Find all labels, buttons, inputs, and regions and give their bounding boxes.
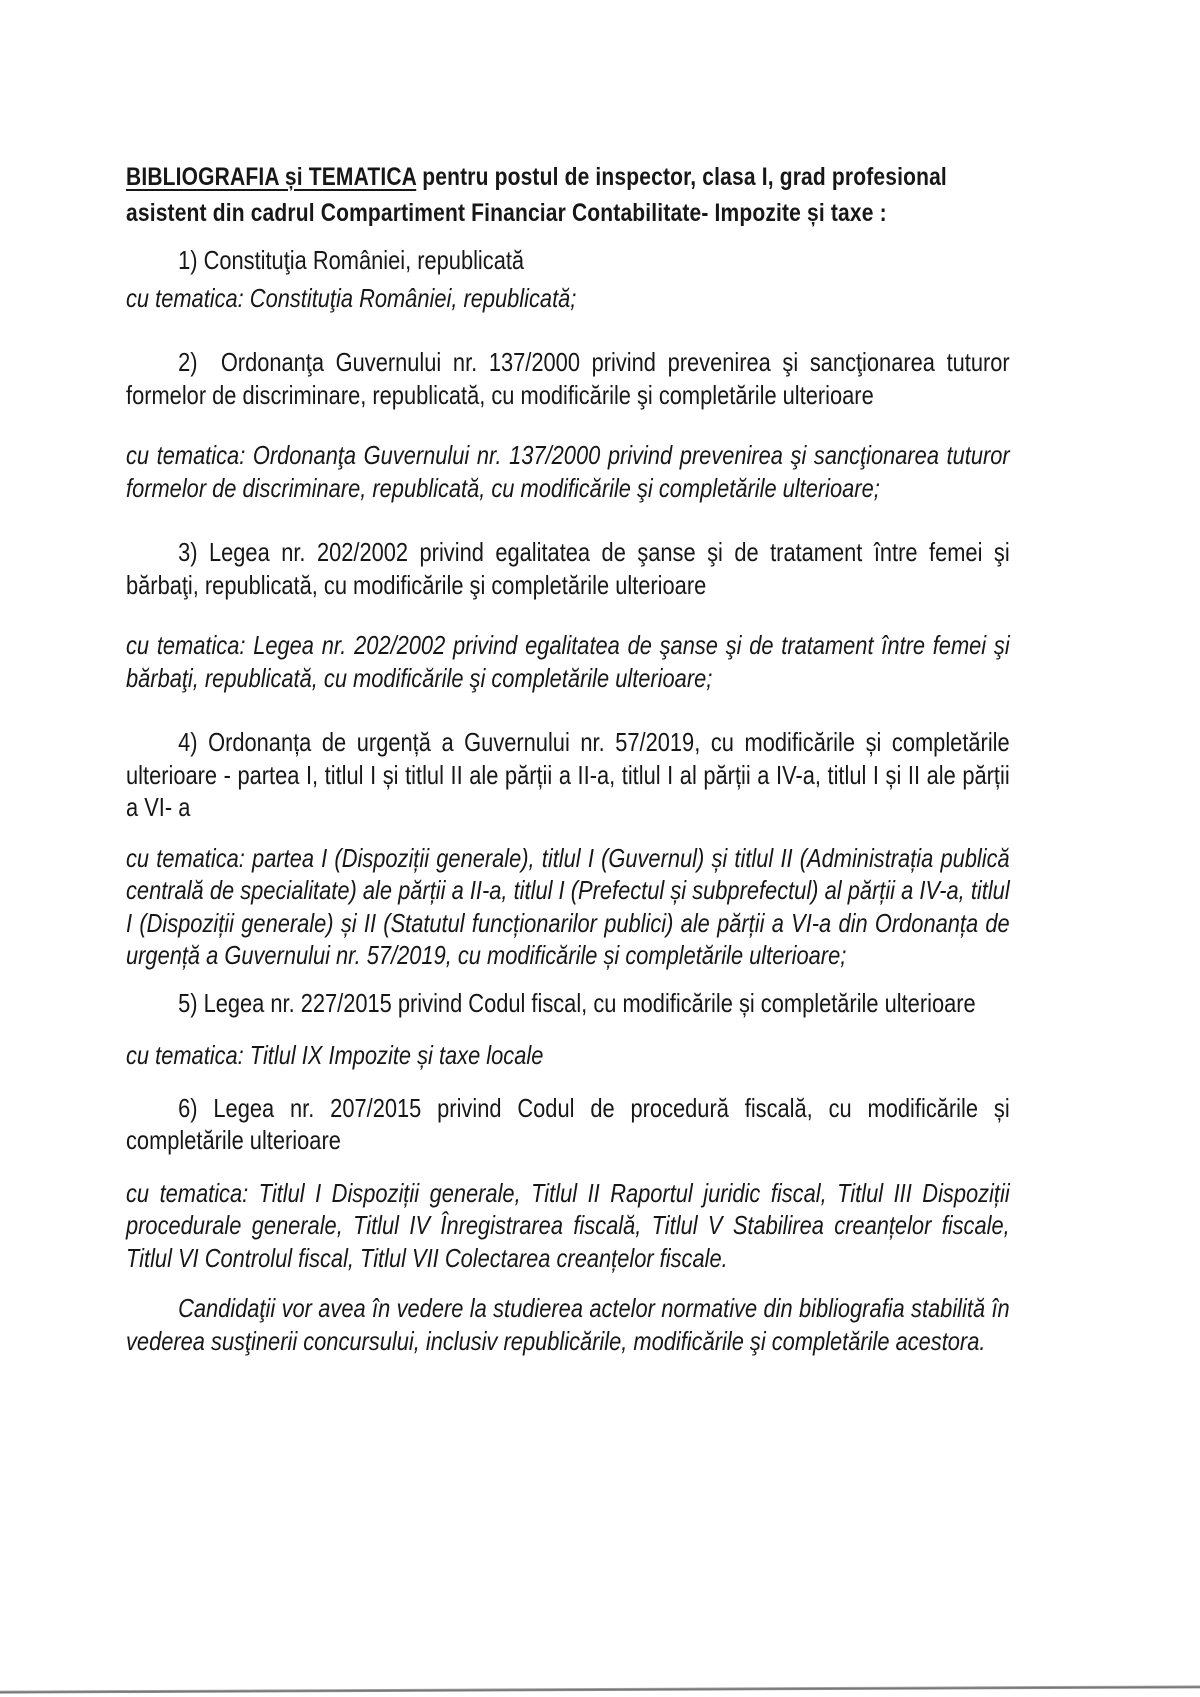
bibliography-item-2 (126, 346, 1010, 411)
item-text: Constituţia României, republicată (203, 245, 525, 275)
document-title (126, 159, 1010, 231)
tematica-item-1: cu tematica: Constituţia României, republicată; (126, 282, 577, 313)
tematica-item-6: cu tematica: Titlul I Dispoziții generale, Titlul II Raportul juridic fiscal, Titlul III Dispoziții procedurale generale, Titlul IV Înregistrarea fiscală, Titlul V Stabilirea creanțelor fiscale, Titlul VI Controlul fiscal, Titlul VII Colectarea creanțelor fiscale. (126, 1177, 1010, 1273)
item-number: 2) (178, 347, 198, 377)
closing-note: Candidaţii vor avea în vedere la studierea actelor normative din bibliografia stabilită în vederea susţinerii concursului, inclusiv republicările, modificările şi completările acestora. (126, 1293, 1010, 1356)
item-number: 6) (178, 1092, 198, 1123)
item-number: 3) (178, 537, 198, 567)
tematica-item-5: cu tematica: Titlul IX Impozite și taxe locale (126, 1040, 544, 1070)
title-underlined: BIBLIOGRAFIA și TEMATICA (126, 163, 417, 191)
bibliography-item-3 (126, 536, 1010, 601)
document-content (126, 159, 1010, 1357)
bibliography-item-6 (126, 1092, 1010, 1157)
item-text: Ordonanţa Guvernului nr. 137/2000 privind prevenirea şi sancţionarea tuturor formelor de discriminare, republicată, cu modificările şi completările ulterioare (126, 347, 1010, 410)
item-text: Ordonanța de urgență a Guvernului nr. 57/2019, cu modificările și completările ulterioare - partea I, titlul I și titlul II ale părții a II-a, titlul I al părții a IV-a, titlul I și II ale părții a VI- a (126, 727, 1010, 822)
item-text: Legea nr. 227/2015 privind Codul fiscal, cu modificările și completările ulterioare (203, 987, 976, 1018)
item-number: 4) (178, 727, 198, 757)
bibliography-item-4 (126, 726, 1010, 824)
bibliography-item-1 (126, 244, 1010, 277)
title-rest: pentru postul de inspector, clasa I, grad profesional asistent din cadrul Compartiment Financiar Contabilitate- Impozite și taxe : (126, 163, 947, 227)
tematica-item-2: cu tematica: Ordonanţa Guvernului nr. 137/2000 privind prevenirea şi sancţionarea tuturor formelor de discriminare, republicată, cu modificările şi completările ulterioare; (126, 440, 1010, 503)
item-text: Legea nr. 207/2015 privind Codul de procedură fiscală, cu modificările și completările ulterioare (126, 1092, 1010, 1155)
tematica-item-3: cu tematica: Legea nr. 202/2002 privind egalitatea de şanse şi de tratament între femei şi bărbaţi, republicată, cu modificările şi completările ulterioare; (126, 630, 1010, 693)
item-number: 5) (178, 987, 198, 1018)
item-text: Legea nr. 202/2002 privind egalitatea de şanse şi de tratament între femei şi bărbaţi, republicată, cu modificările şi completările ulterioare (126, 537, 1010, 600)
bibliography-item-5 (126, 987, 1010, 1020)
scan-artifact-line (0, 1685, 1200, 1693)
item-number: 1) (178, 245, 198, 275)
tematica-item-4: cu tematica: partea I (Dispoziții generale), titlul I (Guvernul) și titlul II (Administrația publică centrală de specialitate) ale părții a II-a, titlul I (Prefectul și subprefectul) al părții a IV-a, titlul I (Dispoziții generale) și II (Statutul funcționarilor publici) ale părții a VI-a din Ordonanța de urgență a Guvernului nr. 57/2019, cu modificările și completările ulterioare; (126, 842, 1010, 970)
